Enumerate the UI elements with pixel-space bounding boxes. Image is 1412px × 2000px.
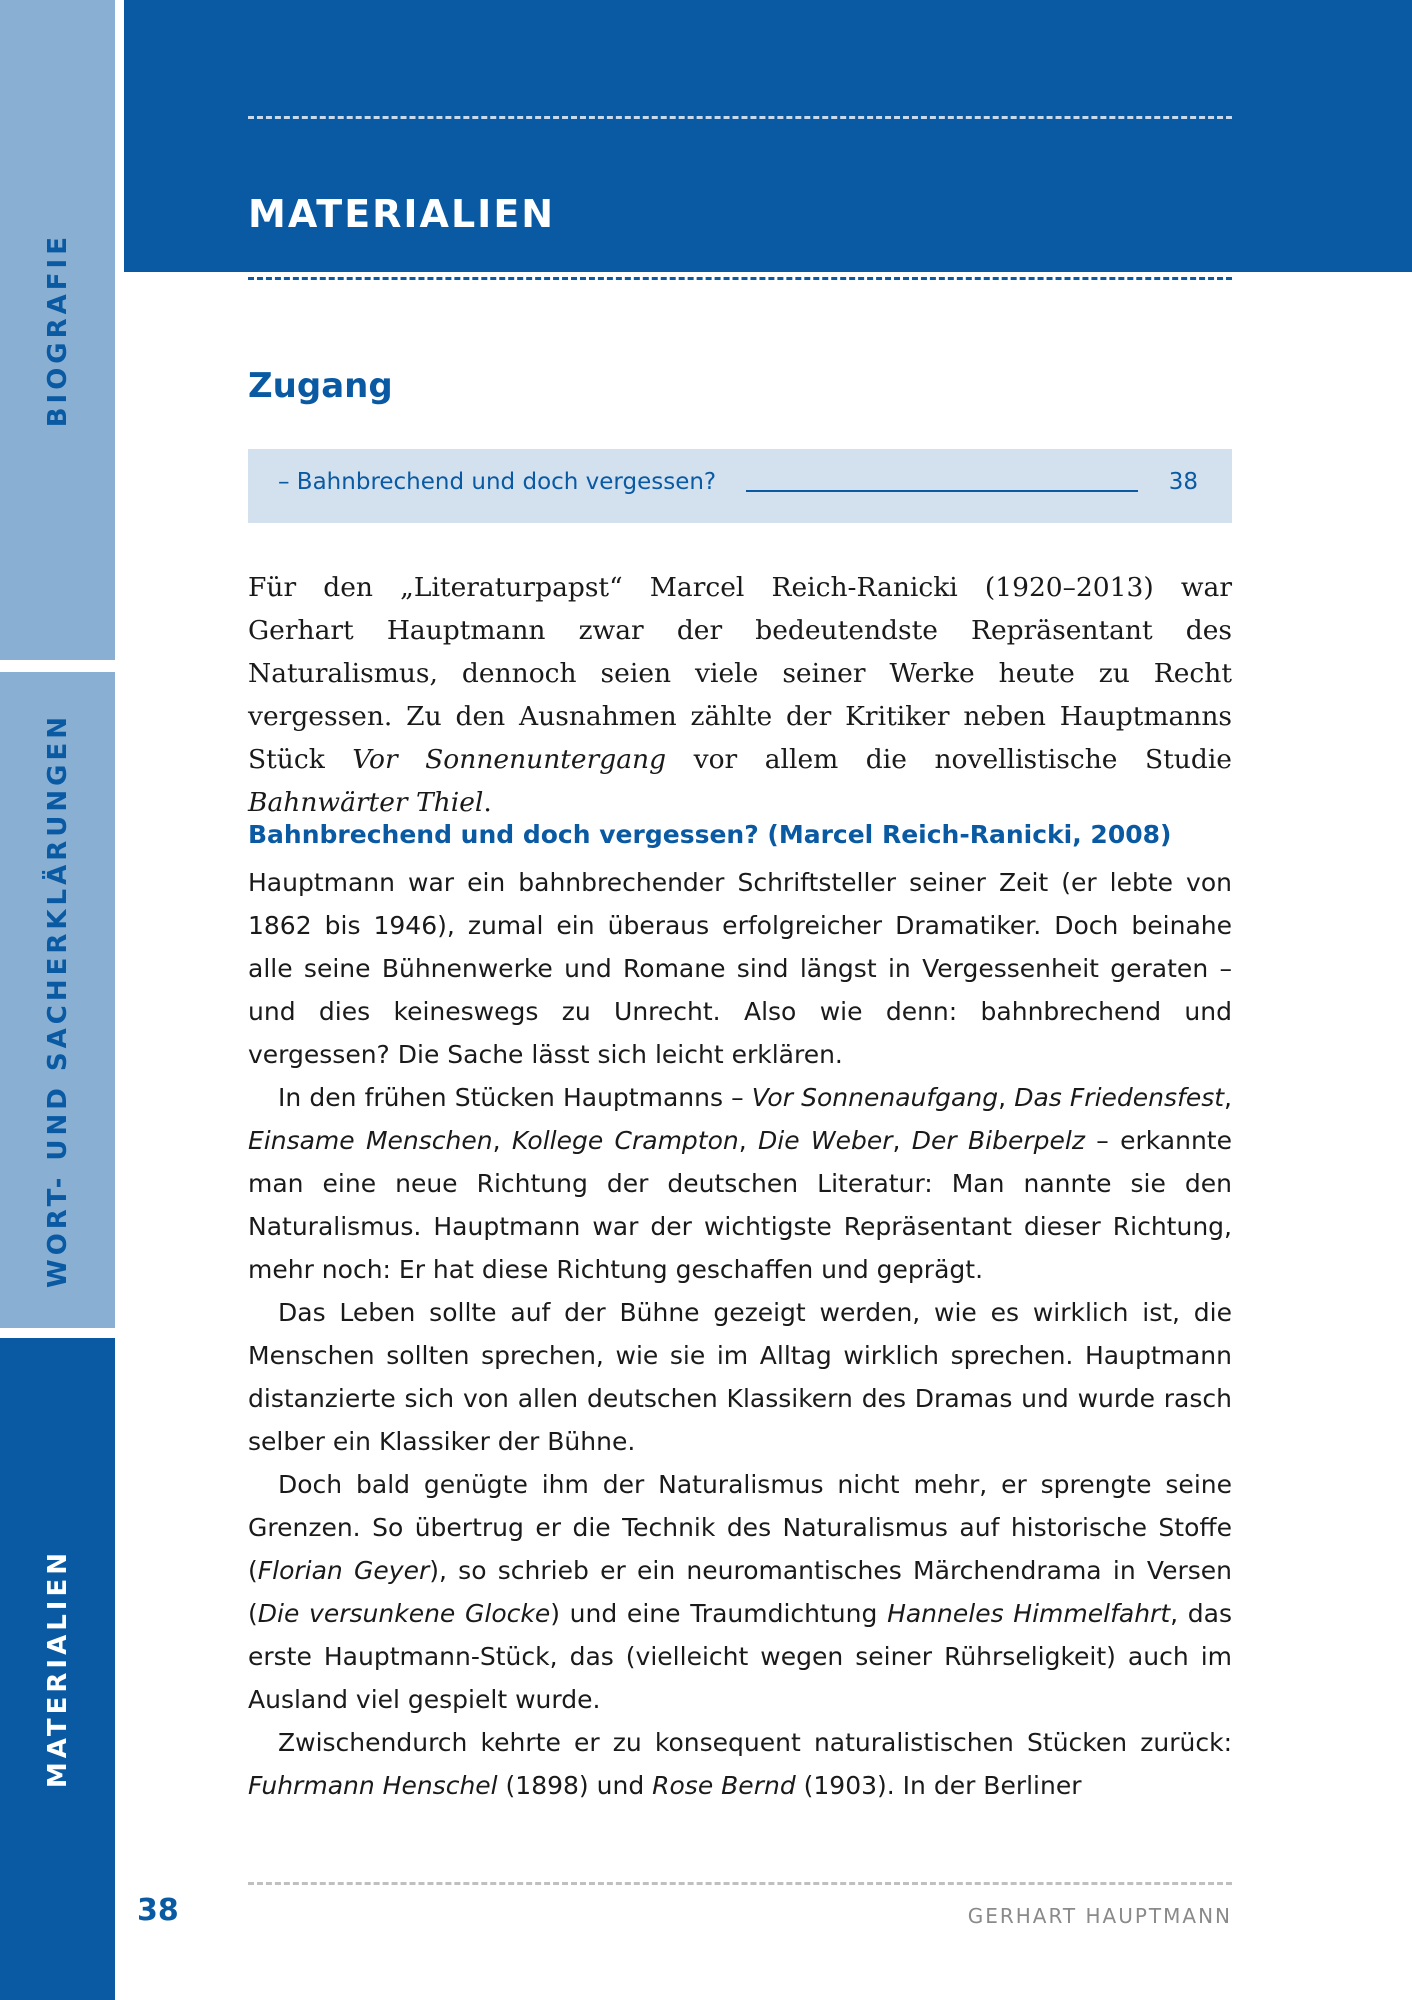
tab-wort-label: WORT- UND SACHERKLÄRUNGEN [42, 712, 73, 1288]
paragraph-text: , [492, 1126, 512, 1155]
tab-materialien-label: MATERIALIEN [42, 1549, 73, 1789]
paragraph-text: , das erste Hauptmann-Stück, das (vielleicht wegen seiner Rührseligkeit) auch im Ausland viel gespielt wurde. [248, 1599, 1233, 1714]
header-dashed-rule-bottom [248, 277, 1232, 280]
work-title: Rose Bernd [652, 1771, 796, 1800]
tab-wort-und-sacherklaerungen[interactable] [0, 672, 115, 1328]
article-paragraph-1: Hauptmann war ein bahnbrechender Schriftsteller seiner Zeit (er lebte von 1862 bis 1946), zumal ein überaus erfolgreicher Dramatiker. Doch beinahe alle seine Bühnenwerke und Romane sind längst in Vergessenheit geraten – und dies keineswegs zu Unrecht. Also wie denn: bahnbrechend und vergessen? Die Sache lässt sich leicht erklären. [248, 868, 1232, 1069]
paragraph-text: (1903). In der Berliner [795, 1771, 1082, 1800]
paragraph-text: In den frühen Stücken Hauptmanns – [278, 1083, 752, 1112]
tab-materialien[interactable] [0, 1338, 115, 2000]
header-dashed-rule-top [248, 116, 1232, 119]
work-title: Fuhrmann Henschel [248, 1771, 498, 1800]
intro-text: Für den „Literaturpapst“ Marcel Reich-Ranicki (1920–2013) war Gerhart Hauptmann zwar der bedeutendste Repräsentant des Naturalismus, dennoch seien viele seiner Werke heute zu Recht vergessen. Zu den Ausnahmen zählte der Kritiker neben Hauptmanns Stück [248, 572, 1232, 775]
paragraph-text: , [892, 1126, 912, 1155]
article-heading: Bahnbrechend und doch vergessen? (Marcel Reich-Ranicki, 2008) [248, 820, 1172, 849]
article-body [248, 861, 1232, 1807]
paragraph-text: – erkannte man eine neue Richtung der deutschen Literatur: Man nannte sie den Naturalismus. Hauptmann war der wichtigste Repräsentant dieser Richtung, mehr noch: Er hat diese Richtung geschaffen und geprägt. [248, 1126, 1232, 1284]
intro-text: vor allem die novellistische Studie [666, 744, 1232, 775]
work-title: Hanneles Himmelfahrt [887, 1599, 1171, 1628]
intro-work-title: Vor Sonnenuntergang [352, 744, 667, 775]
tab-biografie-label: BIOGRAFIE [42, 232, 73, 428]
paragraph-text: ) und eine Traumdichtung [550, 1599, 888, 1628]
work-title: Florian Geyer [257, 1556, 430, 1585]
article-paragraph-4 [248, 1463, 1232, 1721]
paragraph-text: ), so schrieb er ein neuromantisches Märchendrama in Versen ( [248, 1556, 1232, 1628]
footer-dashed-rule [248, 1882, 1232, 1885]
article-paragraph-5 [248, 1721, 1232, 1807]
article-paragraph-2 [248, 1076, 1232, 1291]
paragraph-text: , [1224, 1083, 1232, 1112]
paragraph-text: , [998, 1083, 1015, 1112]
work-title: Die Weber [758, 1126, 893, 1155]
work-title: Einsame Menschen [248, 1126, 493, 1155]
toc-box [248, 449, 1232, 523]
paragraph-text: (1898) und [497, 1771, 653, 1800]
toc-leader-line [746, 490, 1138, 492]
paragraph-text: Zwischendurch kehrte er zu konsequent naturalistischen Stücken zurück: [278, 1728, 1232, 1757]
work-title: Das Friedensfest [1014, 1083, 1225, 1112]
page-number: 38 [137, 1893, 179, 1928]
toc-page-number[interactable]: 38 [1168, 469, 1198, 495]
work-title: Vor Sonnenaufgang [751, 1083, 999, 1112]
toc-entry[interactable]: – Bahnbrechend und doch vergessen? [278, 469, 717, 495]
chapter-title: MATERIALIEN [248, 192, 556, 236]
intro-paragraph [248, 566, 1232, 824]
intro-work-title: Bahnwärter Thiel [248, 787, 484, 818]
intro-text: . [483, 787, 492, 818]
running-footer-title: GERHART HAUPTMANN [967, 1904, 1232, 1928]
tab-biografie[interactable] [0, 0, 115, 660]
work-title: Kollege Crampton [511, 1126, 739, 1155]
paragraph-text: , [738, 1126, 759, 1155]
article-paragraph-3: Das Leben sollte auf der Bühne gezeigt werden, wie es wirklich ist, die Menschen sollten sprechen, wie sie im Alltag wirklich sprechen. Hauptmann distanzierte sich von allen deutschen Klassikern des Dramas und wurde rasch selber ein Klassiker der Bühne. [248, 1298, 1232, 1456]
section-heading: Zugang [248, 366, 393, 406]
work-title: Der Biberpelz [911, 1126, 1085, 1155]
paragraph-text: Doch bald genügte ihm der Naturalismus nicht mehr, er sprengte seine Grenzen. So übertrug er die Technik des Naturalismus auf historische Stoffe ( [248, 1470, 1232, 1585]
work-title: Die versunkene Glocke [257, 1599, 551, 1628]
